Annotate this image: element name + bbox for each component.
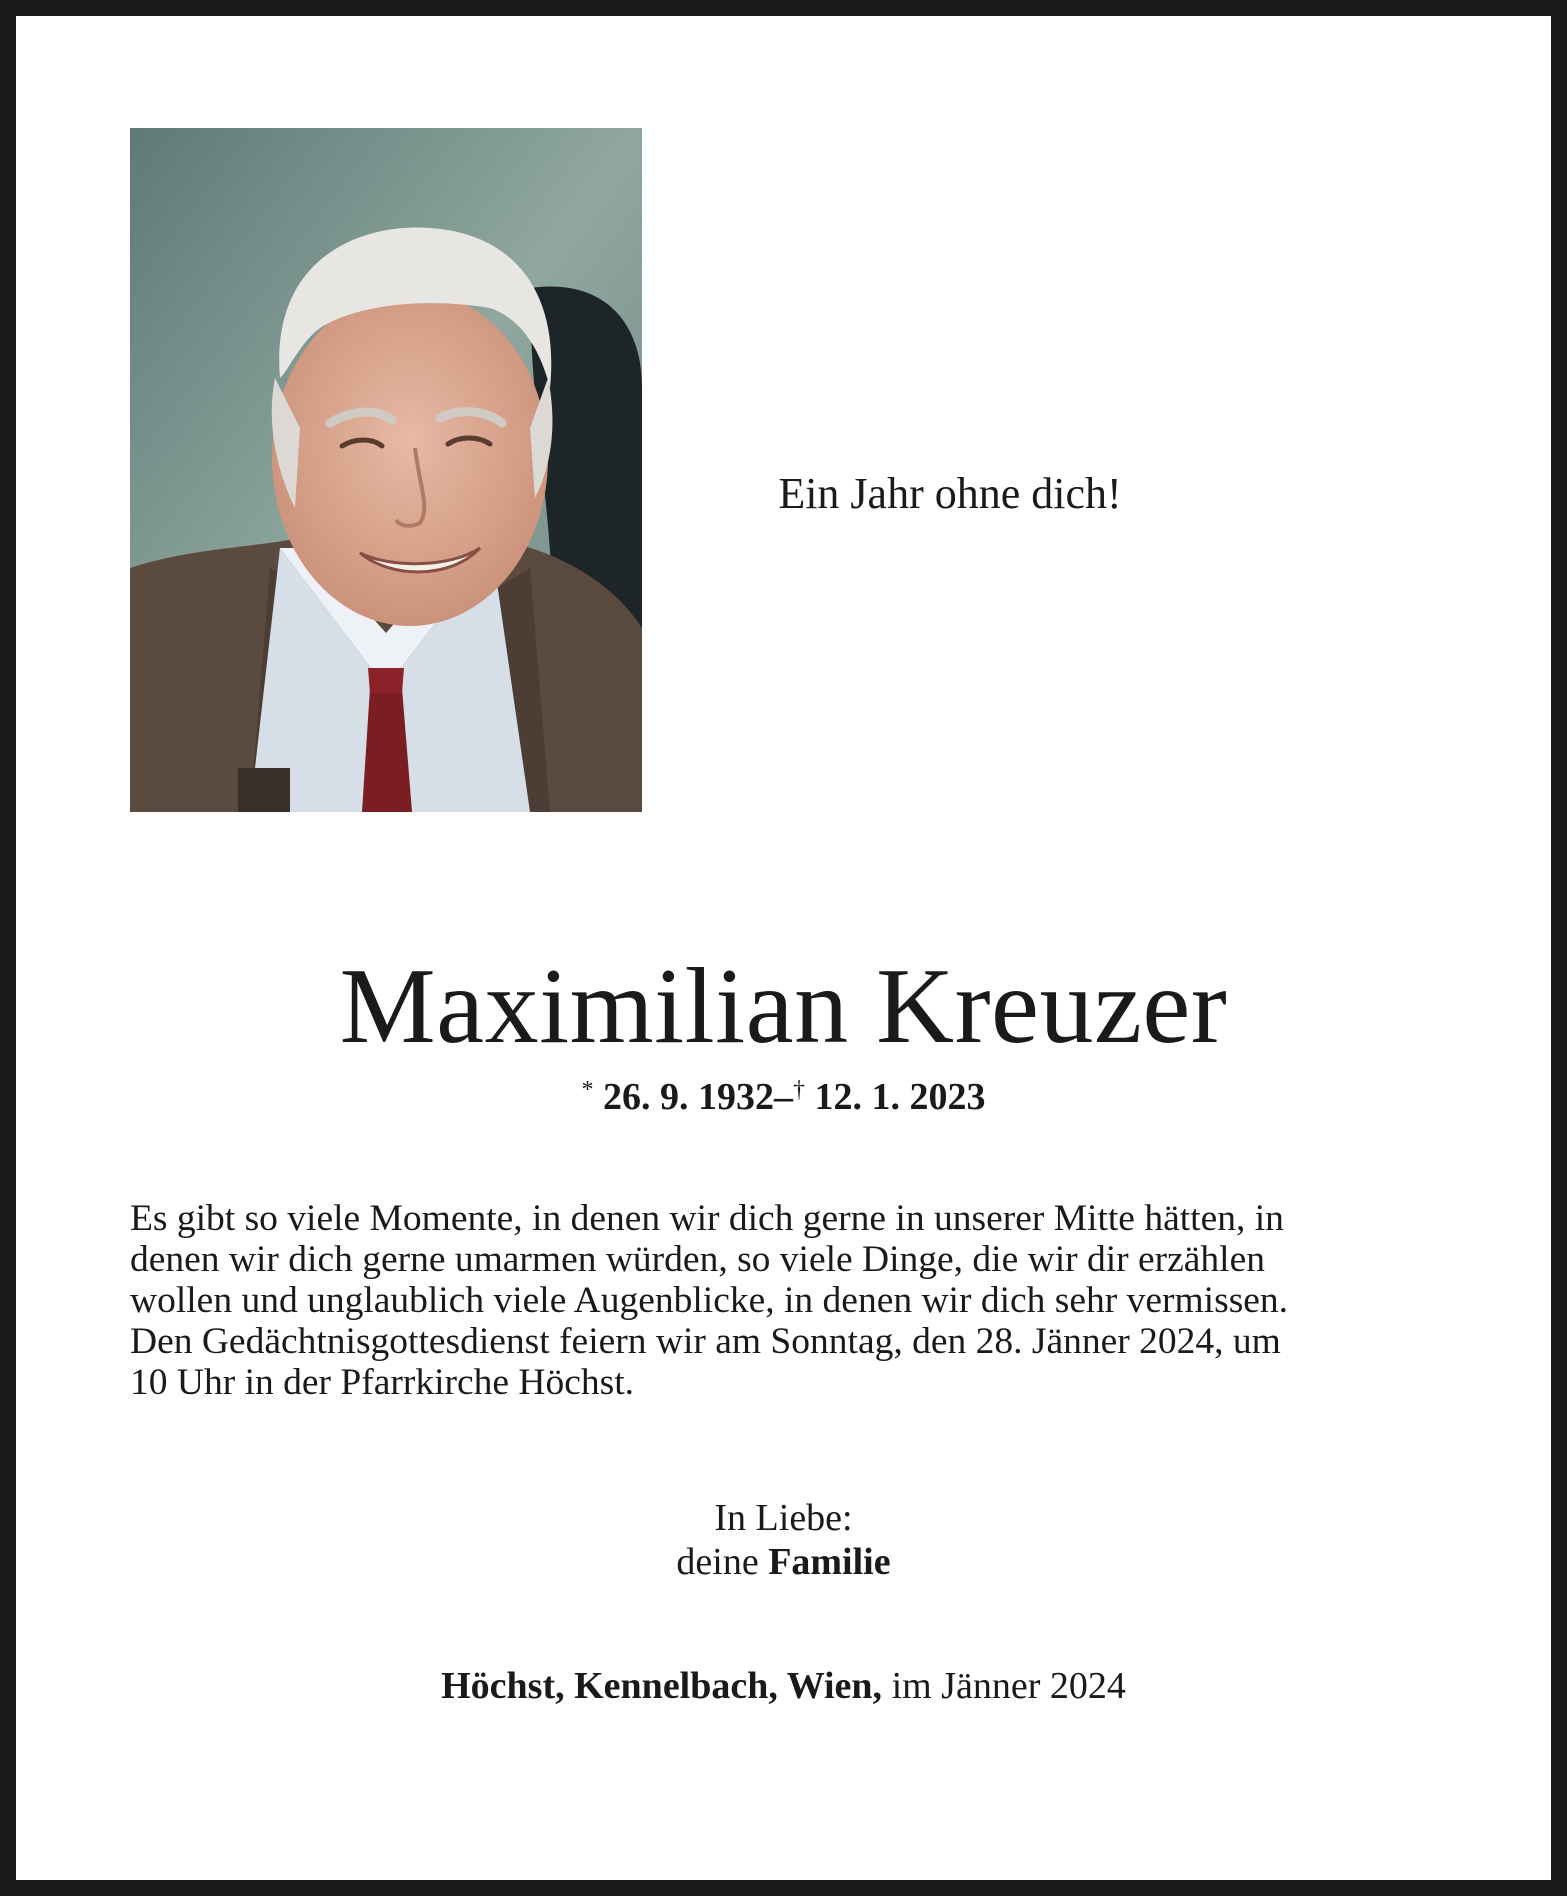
death-symbol: † xyxy=(793,1077,805,1103)
memorial-text-line: wollen und unglaublich viele Augenblicke, in denen wir dich sehr vermissen. xyxy=(130,1280,1289,1321)
place-names: Höchst, Kennelbach, Wien, xyxy=(441,1665,883,1707)
place-and-date xyxy=(0,1664,1567,1708)
memorial-text xyxy=(130,1198,1440,1403)
closing-prefix: deine xyxy=(676,1541,759,1583)
closing-family: Familie xyxy=(768,1541,891,1583)
life-dates xyxy=(0,1075,1567,1119)
closing-line-1: In Liebe: xyxy=(714,1497,853,1539)
deceased-name: Maximilian Kreuzer xyxy=(339,947,1228,1066)
birth-symbol: * xyxy=(581,1077,594,1103)
portrait-illustration xyxy=(130,128,642,812)
memorial-text-line: Es gibt so viele Momente, in denen wir dich gerne in unserer Mitte hätten, in xyxy=(130,1198,1284,1239)
death-date: 12. 1. 2023 xyxy=(814,1076,986,1118)
memorial-text-line: Den Gedächtnisgottesdienst feiern wir am Sonntag, den 28. Jänner 2024, um xyxy=(130,1321,1281,1362)
memorial-text-line: 10 Uhr in der Pfarrkirche Höchst. xyxy=(130,1362,635,1403)
closing-signature xyxy=(0,1496,1567,1584)
portrait-photo xyxy=(130,128,642,812)
date-separator: – xyxy=(774,1076,793,1118)
memorial-text-line: denen wir dich gerne umarmen würden, so viele Dinge, die wir dir erzählen xyxy=(130,1239,1265,1280)
closing-line-2 xyxy=(0,1540,1567,1584)
place-date: im Jänner 2024 xyxy=(891,1665,1126,1707)
birth-date: 26. 9. 1932 xyxy=(603,1076,774,1118)
memorial-motto: Ein Jahr ohne dich! xyxy=(778,469,1122,518)
